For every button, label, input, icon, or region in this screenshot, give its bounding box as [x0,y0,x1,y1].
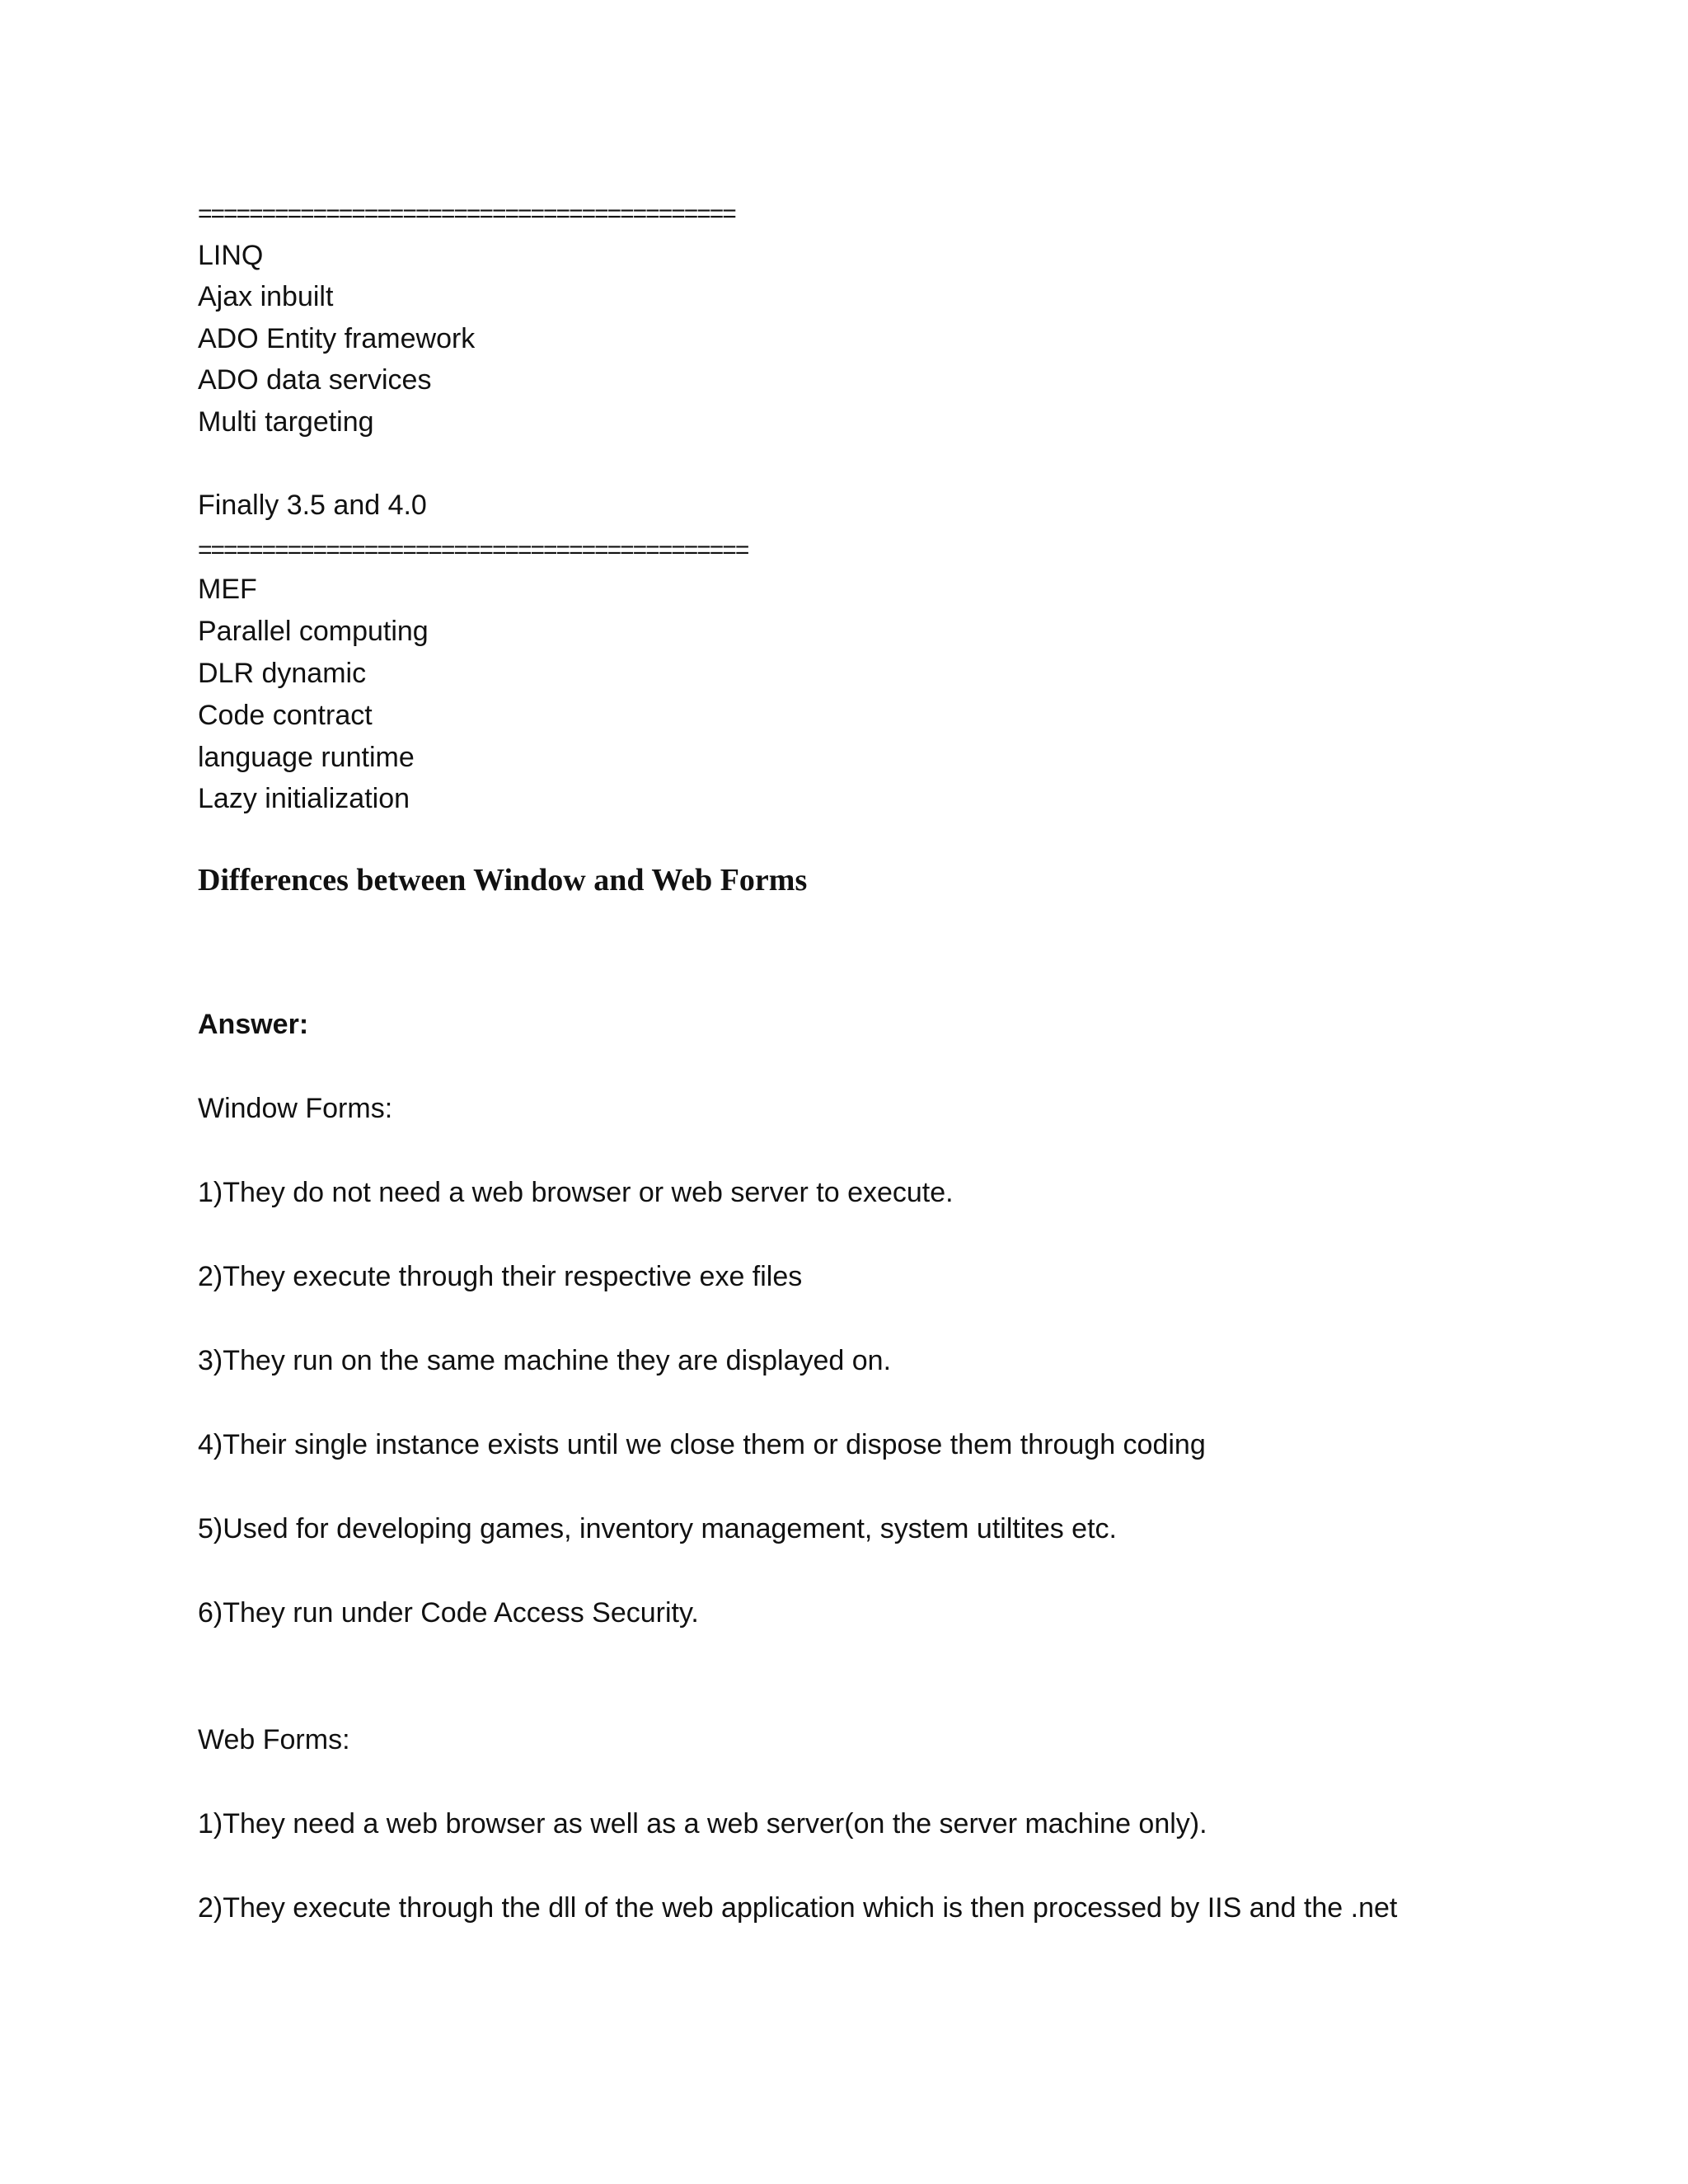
window-forms-point: 2)They execute through their respective exe files [198,1261,803,1292]
feature-item: ADO data services [198,364,432,396]
feature-item: Parallel computing [198,616,429,647]
answer-label: Answer: [198,1009,309,1040]
web-forms-title: Web Forms: [198,1724,350,1755]
separator-rule: =========================================== [198,537,748,564]
feature-item: MEF [198,574,257,605]
window-forms-point: 5)Used for developing games, inventory management, system utiltites etc. [198,1513,1117,1544]
web-forms-point: 1)They need a web browser as well as a web server(on the server machine only). [198,1808,1207,1840]
feature-item: ADO Entity framework [198,323,476,354]
window-forms-point: 3)They run on the same machine they are displayed on. [198,1345,892,1376]
separator-rule: ========================================== [198,200,735,227]
feature-item: language runtime [198,742,415,773]
question-heading: Differences between Window and Web Forms [198,863,808,898]
window-forms-point: 6)They run under Code Access Security. [198,1597,699,1629]
window-forms-point: 4)Their single instance exists until we close them or dispose them through coding [198,1429,1206,1460]
web-forms-point: 2)They execute through the dll of the web application which is then processed by IIS and the .net [198,1892,1398,1924]
feature-item: Lazy initialization [198,783,410,814]
window-forms-point: 1)They do not need a web browser or web server to execute. [198,1177,954,1208]
feature-item: Code contract [198,700,373,731]
section-title: Finally 3.5 and 4.0 [198,490,427,521]
feature-item: DLR dynamic [198,658,367,689]
feature-item: LINQ [198,240,264,271]
window-forms-title: Window Forms: [198,1093,393,1124]
feature-item: Ajax inbuilt [198,281,334,312]
feature-item: Multi targeting [198,406,374,438]
